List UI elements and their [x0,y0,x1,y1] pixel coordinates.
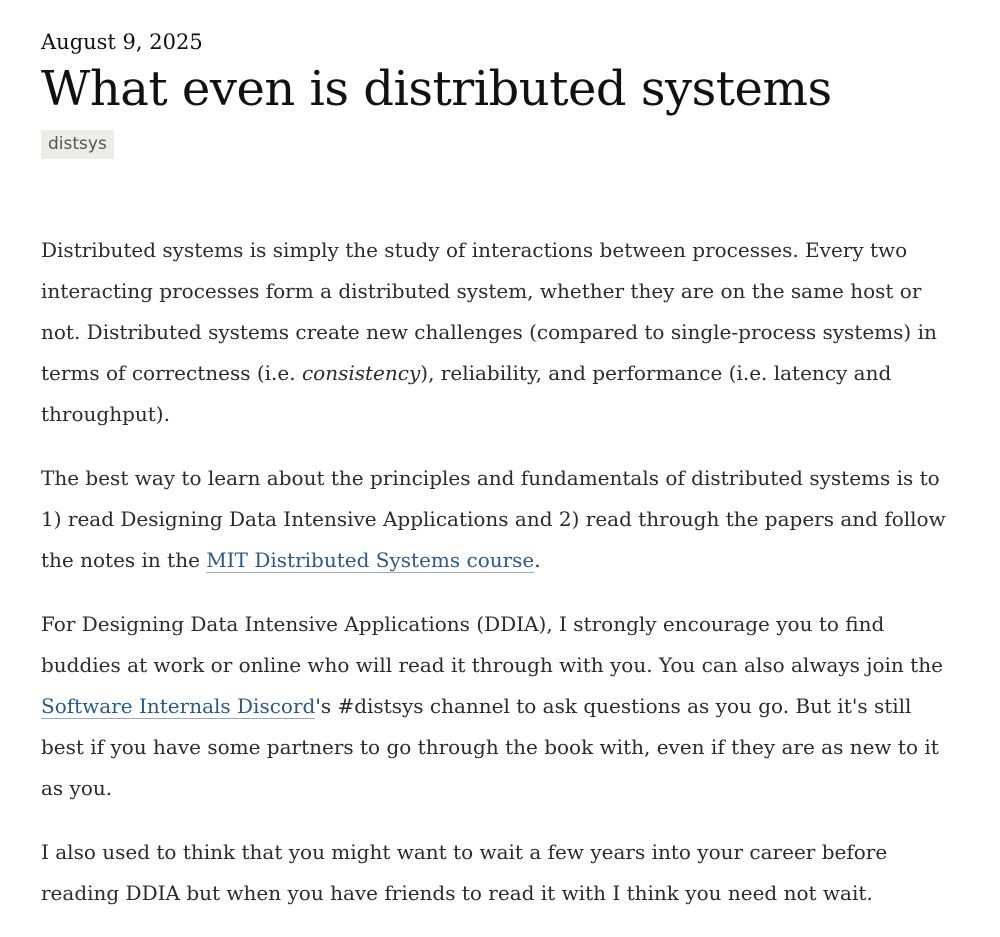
tag-distsys[interactable]: distsys [41,130,114,159]
paragraph [41,230,956,435]
article [41,26,956,937]
paragraph-text: ), reliability, and performance (i.e. latency and throughput). [41,361,892,426]
paragraph: I also used to think that you might want to wait a few years into your career before reading DDIA but when you have friends to read it with I think you need not wait. [41,840,888,905]
post-date: August 9, 2025 [41,30,203,54]
paragraph [41,458,956,581]
paragraph-text: For Designing Data Intensive Applications (DDIA), I strongly encourage you to find buddies at work or online who will read it through with you. You can also always join the [41,612,943,677]
emphasis-text: consistency [301,361,421,385]
page-title: What even is distributed systems [41,61,832,117]
paragraph-text: 's #distsys channel to ask questions as you go. But it's still best if you have some partners to go through the book with, even if they are as new to it as you. [41,694,939,800]
discord-link[interactable]: Software Internals Discord [41,694,316,718]
tag-list [41,130,956,159]
paragraph-text: . [534,548,541,572]
paragraph [41,604,956,809]
paragraph-text: Distributed systems is simply the study of interactions between processes. Every two interacting processes form a distributed system, whether they are on the same host or not. Distributed systems create new challenges (compared to single-process systems) in terms of correctness (i.e. [41,238,937,385]
mit-course-link[interactable]: MIT Distributed Systems course [206,548,535,572]
post-body [41,230,956,914]
paragraph-text: The best way to learn about the principles and fundamentals of distributed systems is to 1) read Designing Data Intensive Applications and 2) read through the papers and follow the notes in the [41,466,946,572]
